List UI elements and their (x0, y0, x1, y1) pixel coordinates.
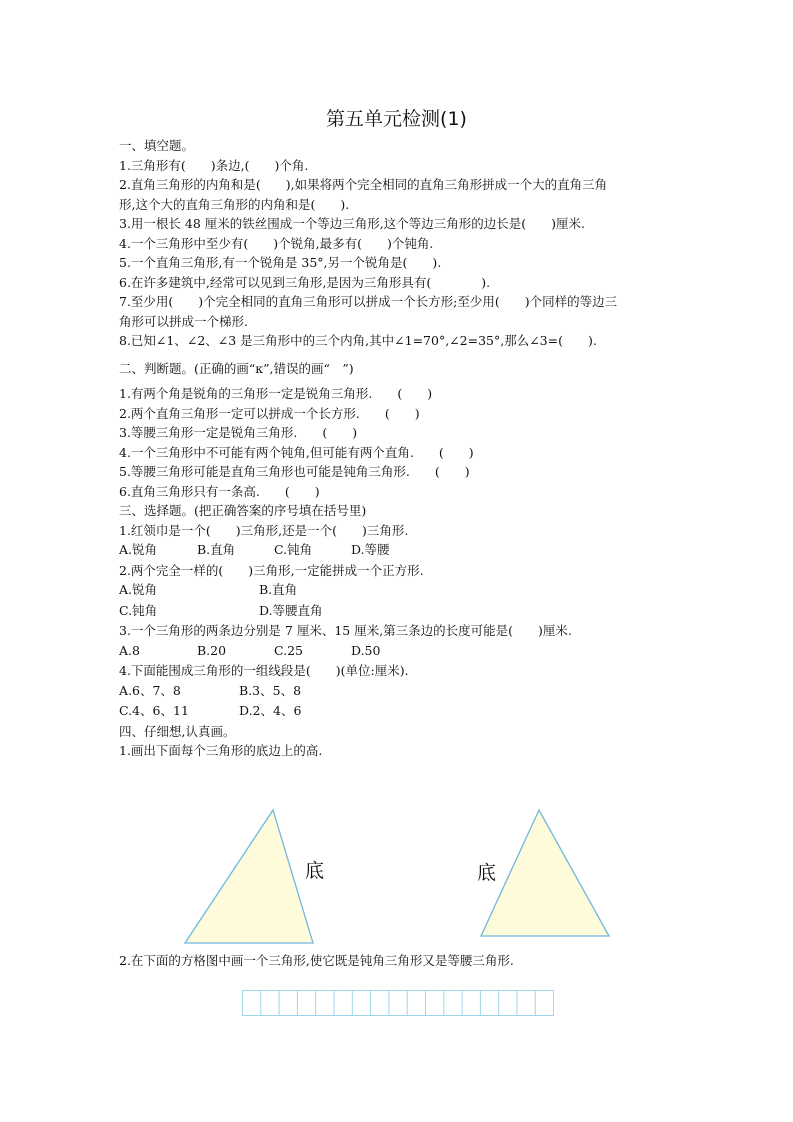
option: A.锐角 (119, 542, 158, 557)
question-line: 1.画出下面每个三角形的底边上的高. (119, 743, 323, 758)
option: A.8 (119, 642, 140, 658)
option: A.锐角 (119, 582, 158, 597)
section-heading: 一、填空题。 (119, 138, 195, 153)
question-line: 4.一个三角形中至少有( )个锐角,最多有( )个钝角. (119, 235, 434, 251)
option: C.钝角 (119, 602, 158, 618)
option: A.6、7、8 (119, 682, 181, 698)
page-title: 第五单元检测(1) (326, 108, 467, 130)
question-line: 2.两个完全一样的( )三角形,一定能拼成一个正方形. (119, 562, 424, 578)
drawing-grid[interactable] (242, 990, 554, 1017)
option: C.钝角 (274, 542, 313, 557)
option: B.直角 (259, 582, 298, 597)
question-line: 1.三角形有( )条边,( )个角. (119, 157, 309, 173)
question-line: 2.两个直角三角形一定可以拼成一个长方形. ( ) (119, 405, 420, 421)
option: C.25 (274, 642, 303, 658)
question-line: 2.直角三角形的内角和是( ),如果将两个完全相同的直角三角形拼成一个大的直角三角 (119, 177, 608, 192)
question-line: 3.一个三角形的两条边分别是 7 厘米、15 厘米,第三条边的长度可能是( )厘米. (119, 623, 572, 638)
question-line: 1.红领巾是一个( )三角形,还是一个( )三角形. (119, 522, 409, 538)
question-line: 5.一个直角三角形,有一个锐角是 35°,另一个锐角是( ). (119, 255, 442, 270)
question-line: 5.等腰三角形可能是直角三角形也可能是钝角三角形. ( ) (119, 464, 470, 479)
question-line: 6.直角三角形只有一条高. ( ) (119, 483, 320, 499)
question-line: 6.在许多建筑中,经常可以见到三角形,是因为三角形具有( ). (119, 274, 491, 290)
option: D.2、4、6 (239, 703, 302, 718)
question-line: 2.在下面的方格图中画一个三角形,使它既是钝角三角形又是等腰三角形. (119, 953, 514, 968)
question-line: 角形可以拼成一个梯形. (119, 313, 248, 329)
base-label-right: 底 (477, 862, 497, 884)
section-heading: 四、仔细想,认真画。 (119, 723, 236, 739)
question-line: 4.一个三角形中不可能有两个钝角,但可能有两个直角. ( ) (119, 444, 474, 460)
section-heading: 二、判断题。(正确的画“к”,错误的画“ ”) (119, 360, 354, 376)
triangle-left (185, 810, 313, 943)
option: D.50 (351, 642, 381, 658)
question-line: 7.至少用( )个完全相同的直角三角形可以拼成一个长方形;至少用( )个同样的等边三 (119, 294, 618, 309)
question-line: 3.等腰三角形一定是锐角三角形. ( ) (119, 425, 358, 440)
option: D.等腰 (351, 542, 390, 557)
option: B.20 (197, 642, 227, 658)
question-line: 形,这个大的直角三角形的内角和是( ). (119, 196, 350, 212)
section-heading: 三、选择题。(把正确答案的序号填在括号里) (119, 503, 367, 518)
base-label-left: 底 (305, 860, 325, 882)
option: B.直角 (197, 542, 236, 557)
option: B.3、5、8 (239, 682, 302, 698)
question-line: 1.有两个角是锐角的三角形一定是锐角三角形. ( ) (119, 386, 433, 401)
question-line: 3.用一根长 48 厘米的铁丝围成一个等边三角形,这个等边三角形的边长是( )厘米. (119, 216, 585, 231)
triangle-right (481, 810, 609, 936)
question-line: 8.已知∠1、∠2、∠3 是三角形中的三个内角,其中∠1=70°,∠2=35°,那么∠3=( ). (119, 333, 597, 348)
option: D.等腰直角 (259, 602, 323, 618)
question-line: 4.下面能围成三角形的一组线段是( )(单位:厘米). (119, 663, 409, 678)
option: C.4、6、11 (119, 703, 189, 718)
